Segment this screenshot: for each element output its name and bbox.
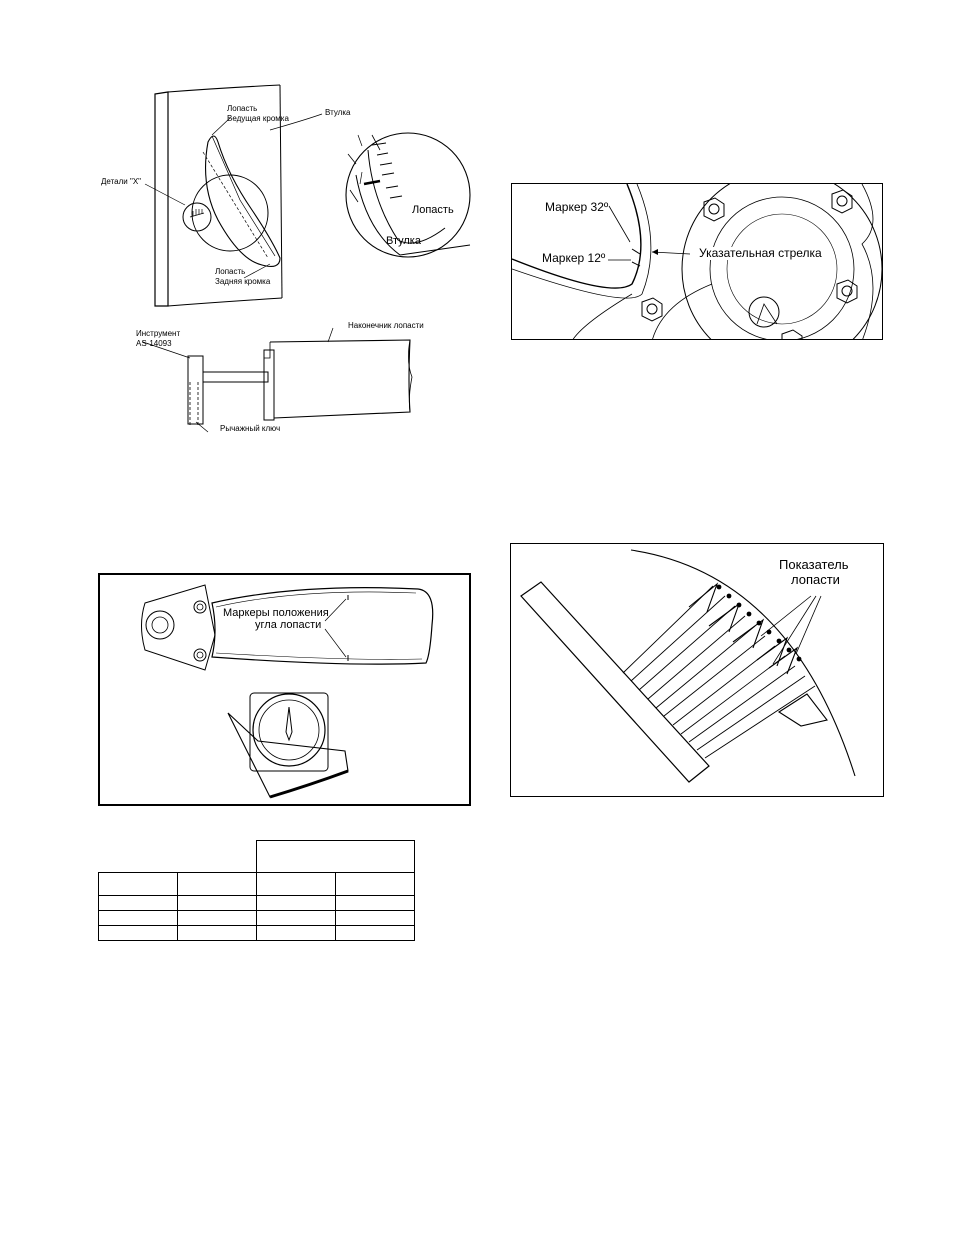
table-cell — [99, 896, 178, 911]
detail-blade-label: Лопасть — [412, 204, 454, 216]
spec-table — [98, 840, 415, 941]
table-cell — [257, 896, 336, 911]
indicator-label-line1: Показатель — [779, 557, 849, 572]
table-cell — [336, 911, 415, 926]
marker-32-label: Маркер 32º — [545, 200, 609, 214]
table-cell — [99, 911, 178, 926]
table-cell — [257, 873, 336, 896]
blade-leading-sub: Ведущая кромка — [227, 114, 289, 123]
table-cell — [336, 926, 415, 941]
figure-hub-markers-photo — [511, 183, 883, 340]
figure-blade-indicator — [510, 543, 884, 797]
table-header-group — [257, 841, 415, 873]
blade-trailing-sub: Задняя кромка — [215, 277, 271, 286]
blade-tip-label: Наконечник лопасти — [348, 321, 424, 330]
table-cell — [178, 926, 257, 941]
hub-label: Втулка — [325, 108, 351, 117]
lever-key-label: Рычажный ключ — [220, 424, 281, 433]
markers-label-line2: угла лопасти — [255, 619, 322, 631]
table-cell — [257, 926, 336, 941]
tool-code: AS-14093 — [136, 339, 172, 348]
table-cell — [336, 896, 415, 911]
markers-label-line1: Маркеры положения — [223, 607, 329, 619]
figure-tool-blade-tip — [138, 322, 438, 452]
table-row — [99, 926, 415, 941]
blade-leading-title: Лопасть — [227, 104, 258, 113]
detail-x-label: Детали "X" — [101, 177, 141, 186]
indicator-label-line2: лопасти — [791, 572, 840, 587]
tool-title: Инструмент — [136, 329, 181, 338]
table-cell — [178, 911, 257, 926]
pointer-arrow-label: Указательная стрелка — [699, 246, 822, 260]
table-cell — [178, 896, 257, 911]
tool-blade-tip-drawing — [138, 322, 438, 452]
table-cell — [336, 873, 415, 896]
marker-12-label: Маркер 12º — [542, 251, 606, 265]
table-row — [99, 911, 415, 926]
figure-blade-hub — [101, 80, 480, 320]
table-cell — [178, 873, 257, 896]
detail-hub-label: Втулка — [386, 235, 421, 247]
table-row — [99, 896, 415, 911]
table-header-blank — [99, 841, 257, 873]
figure-blade-protractor — [98, 573, 471, 806]
table-row — [99, 873, 415, 896]
blade-trailing-title: Лопасть — [215, 267, 246, 276]
blade-hub-drawing — [140, 80, 480, 320]
table-cell — [99, 873, 178, 896]
table-cell — [99, 926, 178, 941]
table-cell — [257, 911, 336, 926]
